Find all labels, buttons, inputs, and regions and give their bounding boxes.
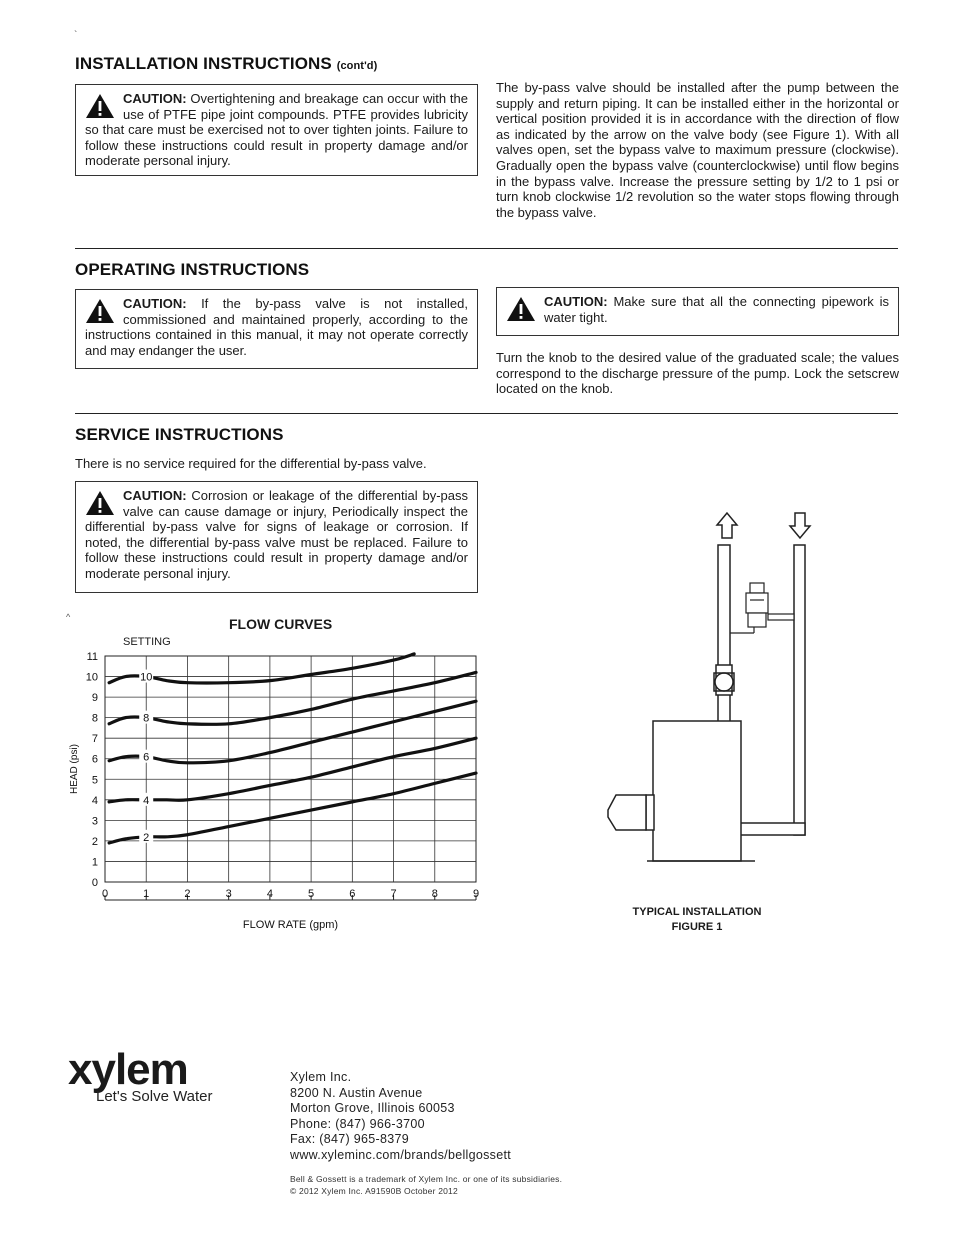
trademark-notice: Bell & Gossett is a trademark of Xylem Inc. or one of its subsidiaries. (290, 1174, 563, 1184)
x-tick-label: 1 (143, 888, 150, 900)
caution-text: Corrosion or leakage of the differential by-pass valve can cause damage or injury, Periodically inspect the differential by-pass valve for signs of leakage or corrosion. If noted, the differential by-pass valve must be replaced. Failure to follow these instructions could result in property damage and/or moderate personal injury. (85, 488, 468, 581)
xylem-logo: xylem (68, 1045, 188, 1094)
flow-down-arrow-icon (790, 513, 810, 538)
x-axis-label: FLOW RATE (gpm) (242, 919, 339, 931)
service-intro: There is no service required for the differential by-pass valve. (75, 456, 427, 471)
company-address (290, 1070, 511, 1164)
plot-frame (105, 656, 476, 882)
website-link[interactable]: www.xyleminc.com/brands/bellgossett (290, 1147, 511, 1162)
y-tick-label: 2 (91, 835, 98, 848)
x-tick-label: 4 (266, 888, 273, 900)
y-tick-label: 8 (91, 712, 98, 725)
series-label: 2 (143, 831, 150, 844)
section-divider (75, 413, 898, 414)
caution-label: CAUTION: (123, 488, 187, 503)
y-tick-label: 0 (91, 877, 98, 889)
x-tick-label: 0 (101, 888, 109, 900)
y-tick-label: 11 (86, 651, 98, 663)
service-heading: SERVICE INSTRUCTIONS (75, 425, 284, 444)
operating-caution-box-2 (496, 287, 899, 336)
x-tick-label: 7 (390, 888, 397, 900)
legal-notice (290, 1173, 562, 1197)
caution-label: CAUTION: (123, 296, 187, 311)
x-tick-label: 3 (225, 888, 232, 900)
figure-caption-line2: FIGURE 1 (671, 921, 723, 933)
chart-title: FLOW CURVES (229, 616, 333, 632)
phone: Phone: (847) 966-3700 (290, 1116, 425, 1131)
y-tick-label: 1 (91, 856, 98, 869)
series-label: 4 (143, 794, 150, 807)
warning-icon (85, 93, 115, 119)
address-line-2: Morton Grove, Illinois 60053 (290, 1101, 455, 1116)
y-tick-label: 5 (91, 774, 98, 787)
warning-icon (506, 296, 536, 322)
logo-tagline: Let's Solve Water (96, 1088, 213, 1105)
address-line-1: 8200 N. Austin Avenue (290, 1085, 423, 1100)
pump-volute-icon (714, 665, 734, 695)
section-divider (75, 248, 898, 249)
figure-caption-line1: TYPICAL INSTALLATION (632, 906, 762, 918)
operating-heading: OPERATING INSTRUCTIONS (75, 260, 310, 279)
y-tick-label: 3 (91, 815, 98, 828)
service-caution-box (75, 481, 478, 593)
warning-icon (85, 298, 115, 324)
x-tick-label: 2 (184, 888, 191, 900)
chart-corner-mark: ^ (66, 612, 71, 622)
y-tick-label: 7 (91, 733, 98, 746)
copyright-notice: © 2012 Xylem Inc. A91590B October 2012 (290, 1186, 458, 1196)
corner-mark: ` (74, 30, 78, 41)
warning-icon (85, 490, 115, 516)
operating-body: Turn the knob to the desired value of the graduated scale; the values correspond to the discharge pressure of the pump. Lock the setscrew located on the knob. (496, 350, 899, 397)
series-label: 10 (140, 671, 153, 684)
y-axis-label: HEAD (psi) (69, 743, 80, 795)
caution-text: If the by-pass valve is not installed, commissioned and maintained properly, according to the instructions contained in this manual, it may not operate correctly and may endanger the user. (85, 296, 468, 358)
y-tick-label: 4 (91, 794, 98, 807)
x-tick-label: 5 (308, 888, 315, 900)
company-name: Xylem Inc. (290, 1070, 352, 1084)
y-tick-label: 6 (91, 753, 98, 766)
caution-text: Overtightening and breakage can occur with the use of PTFE pipe joint compounds. PTFE provides lubricity so that care must be exercised not to over tighten joints. Failure to follow these instructions could result in property damage and/or moderate personal injury. (85, 91, 468, 169)
flow-up-arrow-icon (717, 513, 737, 538)
supply-pipe (718, 545, 730, 723)
installation-body: The by-pass valve should be installed after the pump between the supply and return piping. It can be installed either in the horizontal or vertical position provided it is in accordance with the direction of flow as indicated by the arrow on the valve body (see Figure 1). With all valves open, set the bypass valve to maximum pressure (clockwise). Gradually open the bypass valve (counterclockwise) until flow begins in the bypass valve. Increase the pressure setting by 1/2 to 1 psi or turn knob clockwise 1/2 revolution so the water stops flowing through the bypass valve. (496, 80, 899, 220)
caution-label: CAUTION: (123, 91, 187, 106)
y-tick-label: 9 (91, 692, 98, 705)
flow-curves-chart (60, 645, 490, 935)
series-label: 6 (143, 751, 150, 764)
installation-heading: INSTALLATION INSTRUCTIONS (cont'd) (75, 54, 378, 73)
caution-label: CAUTION: (544, 294, 608, 309)
operating-caution-box (75, 289, 478, 369)
boiler-icon (608, 721, 755, 861)
legend-title: SETTING (123, 636, 171, 648)
x-tick-label: 6 (349, 888, 356, 900)
typical-installation-figure (590, 505, 815, 875)
y-tick-label: 10 (85, 671, 98, 684)
bypass-valve-icon (730, 583, 794, 633)
installation-caution-box (75, 84, 478, 176)
fax: Fax: (847) 965-8379 (290, 1132, 409, 1147)
figure-caption (597, 905, 797, 935)
caution-text: Make sure that all the connecting pipework is water tight. (544, 294, 889, 325)
x-tick-label: 9 (472, 888, 480, 900)
x-tick-label: 8 (431, 888, 438, 900)
series-label: 8 (143, 712, 150, 725)
